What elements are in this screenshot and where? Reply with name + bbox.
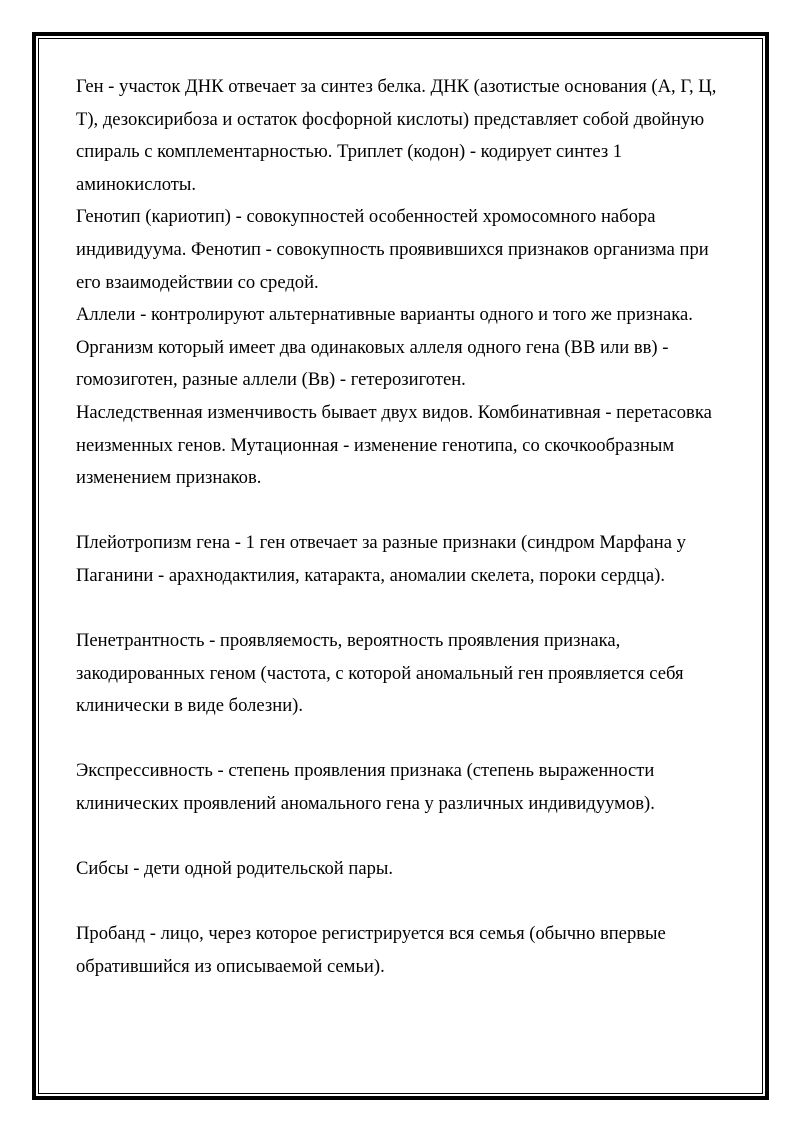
paragraph-variability: Наследственная изменчивость бывает двух видов. Комбинативная - перетасовка неизменных генов. Мутационная - изменение генотипа, со скочкообразным изменением признаков. (76, 401, 712, 489)
paragraph-proband: Пробанд - лицо, через которое регистрируется вся семья (обычно впервые обратившийся из описываемой семьи). (76, 923, 666, 978)
paragraph-expressivity: Экспрессивность - степень проявления признака (степень выраженности клинических проявлений аномального гена у различных индивидуумов). (76, 760, 655, 815)
paragraph-penetrance: Пенетрантность - проявляемость, вероятность проявления признака, закодированных геном (частота, с которой аномальный ген проявляется себя клинически в виде болезни). (76, 630, 684, 717)
paragraph-spacer (76, 886, 736, 919)
paragraph-pleiotropy: Плейотропизм гена - 1 ген отвечает за разные признаки (синдром Марфана у Паганини - арахнодактилия, катаракта, аномалии скелета, пороки сердца). (76, 532, 686, 586)
paragraph-alleles: Аллели - контролируют альтернативные варианты одного и того же признака. Организм который имеет два одинаковых аллеля одного гена (ВВ или вв) - гомозиготен, разные аллели (Вв) - гетерозиготен. (76, 304, 693, 391)
paragraph-spacer (76, 593, 736, 626)
paragraph-spacer (76, 821, 736, 854)
paragraph-spacer (76, 495, 736, 528)
document-body (76, 71, 736, 984)
paragraph-gene: Ген - участок ДНК отвечает за синтез белка. ДНК (азотистые основания (А, Г, Ц, Т), дезоксирибоза и остаток фосфорной кислоты) представляет собой двойную спираль с комплементарностью. Триплет (кодон) - кодирует синтез 1 аминокислоты. (76, 76, 717, 195)
paragraph-spacer (76, 723, 736, 756)
paragraph-sibs: Сибсы - дети одной родительской пары. (76, 858, 394, 880)
paragraph-genotype: Генотип (кариотип) - совокупностей особенностей хромосомного набора индивидуума. Фенотип - совокупность проявившихся признаков организма при его взаимодействии со средой. (76, 206, 709, 293)
